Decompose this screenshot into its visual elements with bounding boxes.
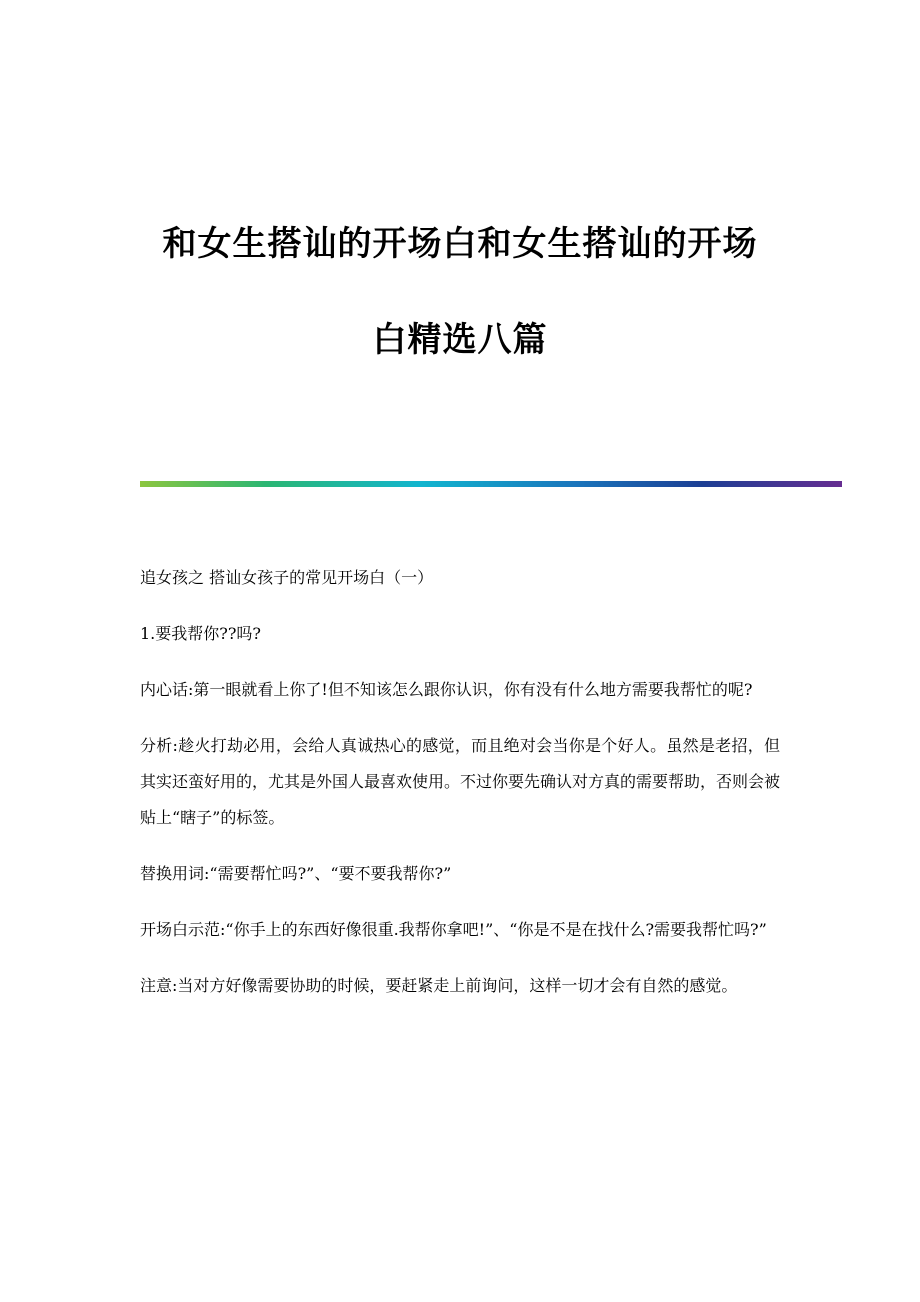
section-heading: 追女孩之 搭讪女孩子的常见开场白（一）	[140, 568, 434, 587]
document-body	[140, 560, 780, 1024]
document-title-line-2: 白精选八篇	[372, 320, 548, 360]
item-heading: 1.要我帮你??吗?	[140, 624, 262, 643]
paragraph-note: 注意:当对方好像需要协助的时候，要赶紧走上前询问，这样一切才会有自然的感觉。	[140, 976, 738, 995]
paragraph-inner-thought: 内心话:第一眼就看上你了!但不知该怎么跟你认识，你有没有什么地方需要我帮忙的呢?	[140, 680, 753, 699]
paragraph-alternatives: 替换用词:“需要帮忙吗?”、“要不要我帮你?”	[140, 864, 452, 883]
paragraph-analysis: 分析:趁火打劫必用，会给人真诚热心的感觉，而且绝对会当你是个好人。虽然是老招，但其实还蛮好用的，尤其是外国人最喜欢使用。不过你要先确认对方真的需要帮助，否则会被贴上“瞎子”的标签。	[140, 736, 781, 827]
paragraph-example: 开场白示范:“你手上的东西好像很重.我帮你拿吧!”、“你是不是在找什么?需要我帮忙吗?”	[140, 920, 767, 939]
document-title-line-1: 和女生搭讪的开场白和女生搭讪的开场	[162, 224, 758, 264]
gradient-divider	[140, 481, 842, 487]
